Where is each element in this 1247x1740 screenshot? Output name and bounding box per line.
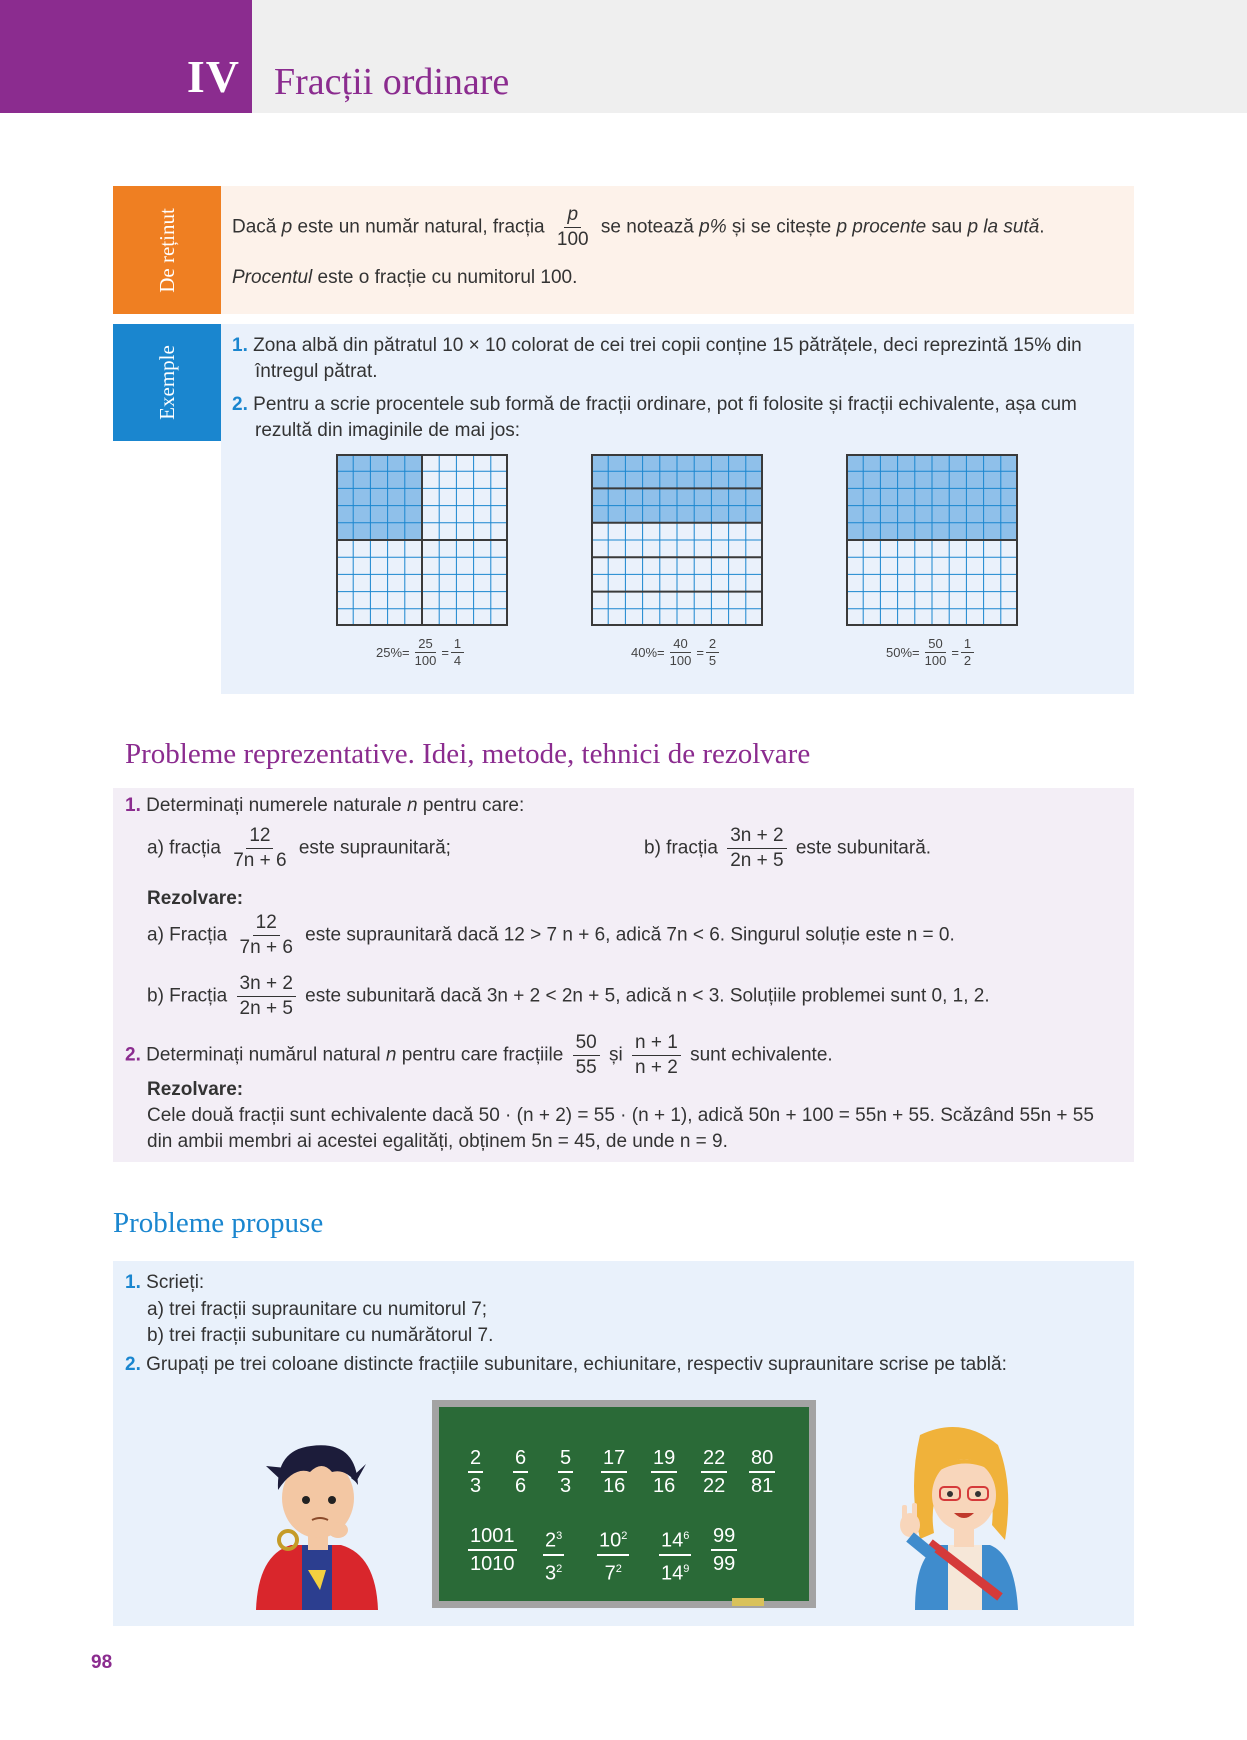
example-2-line-1: 2. Pentru a scrie procentele sub formă de fracții ordinare, pot fi folosite și fracții echivalente, așa cum	[232, 394, 1077, 415]
chalk-tray	[732, 1598, 764, 1606]
chapter-header	[0, 0, 1247, 113]
girl-waving-illustration	[880, 1415, 1040, 1610]
de-retinut-tab	[113, 186, 221, 314]
board-fraction: 80 81	[751, 1447, 774, 1497]
example-2-line-2: rezultă din imaginile de mai jos:	[255, 420, 521, 441]
solution-1b: b) Fracția $\frac{3n + 2}{2n + 5}$ este subunitară dacă 3n + 2 < 2n + 5, adică n < 3. Soluțiile problemei sunt 0, 1, 2.	[147, 973, 990, 1019]
example-1-line-2: întregul pătrat.	[255, 361, 378, 382]
board-fraction: 99 99	[713, 1525, 736, 1575]
board-fraction: $2^3$ $3^2$	[543, 1523, 564, 1586]
chapter-number-block	[0, 0, 252, 113]
board-fraction: 22 22	[703, 1447, 726, 1497]
grid-50-percent	[846, 454, 1018, 626]
problem-1b: b) fracția $\frac{3n + 2}{2n + 5}$ este subunitară.	[644, 825, 932, 871]
rezolvare-label-2: Rezolvare:	[147, 1079, 244, 1100]
section-title-probleme-reprezentative: Probleme reprezentative. Idei, metode, tehnici de rezolvare	[125, 738, 811, 770]
board-fraction: 5 3	[560, 1447, 572, 1497]
example-1-line-1: 1. Zona albă din pătratul 10 × 10 colorat de cei trei copii conține 15 pătrățele, deci reprezintă 15% din	[232, 335, 1082, 356]
board-fraction: 2 3	[470, 1447, 482, 1497]
section-title-probleme-propuse: Probleme propuse	[113, 1207, 324, 1239]
de-retinut-label: De reținut	[154, 207, 179, 293]
boy-thinking-illustration	[236, 1420, 396, 1610]
problem-2-statement: 2. Determinați numărul natural n pentru care fracțiile $\frac{50}{55}$ și $\frac{n + 1}{n + 2}$ sunt echivalente.	[125, 1032, 833, 1078]
proposed-1a: a) trei fracții supraunitare cu numitorul 7;	[147, 1299, 488, 1320]
proposed-2: 2. Grupați pe trei coloane distincte fracțiile subunitare, echiunitare, respectiv supraunitare scrise pe tablă:	[125, 1354, 1007, 1375]
page-number: 98	[91, 1652, 113, 1673]
solution-2-line-1: Cele două fracții sunt echivalente dacă 50 · (n + 2) = 55 · (n + 1), adică 50n + 100 = 55n + 55. Scăzând 55n + 55	[147, 1105, 1094, 1126]
chalkboard-surface	[439, 1407, 809, 1601]
chapter-number: IV	[186, 51, 240, 102]
retinut-line-1: Dacă p este un număr natural, fracția $\frac{p}{100}$ se notează p% și se citește p procente sau p la sută.	[232, 204, 1045, 250]
solution-2-line-2: din ambii membri ai acestei egalități, obținem 5n = 45, de unde n = 9.	[147, 1131, 728, 1152]
exemple-tab	[113, 324, 221, 441]
board-fraction: 6 6	[515, 1447, 527, 1497]
proposed-1: 1. Scrieți:	[125, 1272, 205, 1293]
board-fraction: 1001 1010	[470, 1525, 515, 1575]
retinut-line-2: Procentul este o fracție cu numitorul 100.	[232, 267, 578, 288]
exemple-label: Exemple	[154, 345, 179, 420]
chapter-title: Fracții ordinare	[274, 61, 510, 103]
grid-40-percent	[591, 454, 763, 626]
proposed-1b: b) trei fracții subunitare cu numărătorul 7.	[147, 1325, 494, 1346]
problem-1a: a) fracția $\frac{12}{7n + 6}$ este supraunitară;	[147, 825, 451, 871]
caption-40: 40% = $\frac{40}{100}$ = $\frac{2}{5}$	[631, 636, 721, 669]
board-fraction: 19 16	[653, 1447, 676, 1497]
de-retinut-box	[221, 186, 1134, 314]
caption-50: 50% = $\frac{50}{100}$ = $\frac{1}{2}$	[886, 636, 976, 669]
fraction-p-100: $\frac{p}{100}$	[556, 204, 589, 250]
caption-25: 25% = $\frac{25}{100}$ = $\frac{1}{4}$	[376, 636, 466, 669]
grid-25-percent	[336, 454, 508, 626]
solution-1a: a) Fracția $\frac{12}{7n + 6}$ este supraunitară dacă 12 > 7 n + 6, adică 7n < 6. Singurul soluție este n = 0.	[147, 912, 955, 958]
board-fraction: 17 16	[603, 1447, 626, 1497]
board-fraction: $14^6$ $14^9$	[659, 1523, 691, 1586]
chalkboard	[432, 1400, 816, 1608]
board-fraction: $10^2$ $7^2$	[597, 1523, 629, 1586]
rezolvare-label-1: Rezolvare:	[147, 888, 244, 909]
shaded-region	[336, 454, 422, 540]
problem-1-statement: 1. Determinați numerele naturale n pentru care:	[125, 795, 525, 816]
probleme-reprezentative-box	[113, 788, 1134, 1162]
